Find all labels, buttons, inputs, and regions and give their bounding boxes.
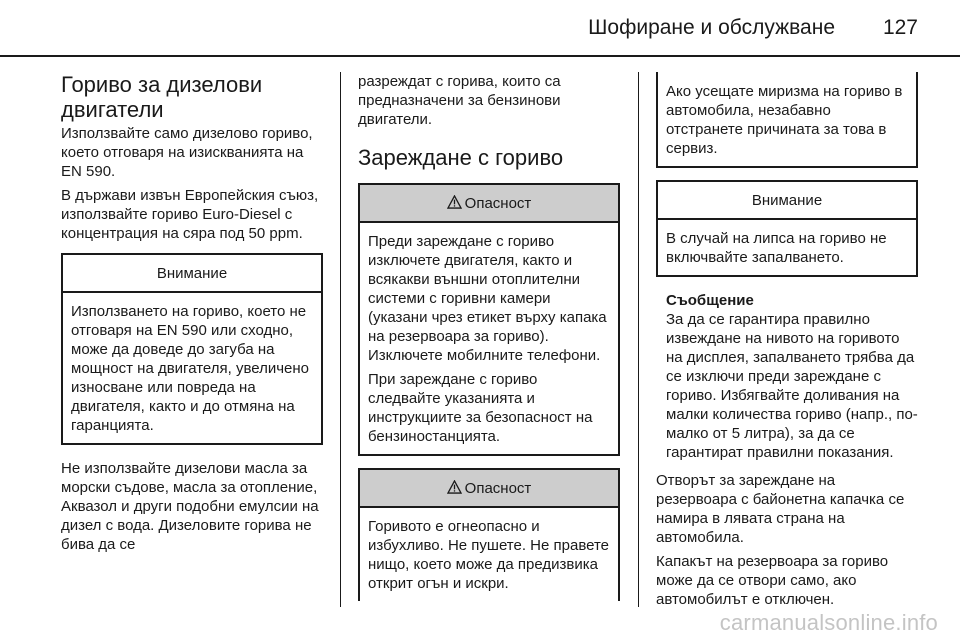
paragraph: Отворът за зареждане на резервоара с байонетна капачка се намира в лявата страна на автомобила. — [656, 472, 905, 546]
danger-box-header — [360, 470, 618, 508]
danger-box — [358, 468, 620, 601]
note-text: За да се гарантира правилно извеждане на нивото на горивото на дисплея, запалването трябва да се изключи преди зареждане с гориво. Избягвайте доливания на малки количества гориво (напр., по-малко от 5 литра), за да се гарантират правилни показания. — [666, 311, 918, 461]
paragraph: Използвайте само дизелово гориво, което отговаря на изискванията на EN 590. — [61, 125, 313, 180]
watermark: carmanualsonline.info — [719, 610, 938, 635]
caution-box-text: Използването на гориво, което не отговаря на EN 590 или сходно, може да доведе до загуба на мощност на двигателя, увеличено износване или повреда на двигателя, както и до отмяна на гаранцията. — [71, 303, 310, 434]
note — [656, 291, 918, 462]
danger-box-title: Опасност — [464, 195, 532, 212]
warning-triangle-icon — [447, 195, 462, 209]
paragraph: Не използвайте дизелови масла за морски съдове, масла за отопление, Аквазол и други подобни емулсии на дизел с вода. Дизеловите горива не бива да се — [61, 460, 319, 553]
column-3 — [656, 72, 918, 614]
running-head-title: Шофиране и обслужване — [588, 16, 835, 39]
caution-box — [656, 180, 918, 277]
column-divider — [340, 72, 341, 607]
column-1 — [61, 72, 323, 559]
danger-box — [358, 183, 620, 456]
caution-box-title: Внимание — [63, 255, 321, 293]
paragraph: В държави извън Европейския съюз, използвайте гориво Euro-Diesel с концентрация на сяра под 50 ppm. — [61, 187, 319, 242]
danger-box-title: Опасност — [464, 480, 532, 497]
section-heading-refuelling: Зареждане с гориво — [358, 145, 564, 170]
caution-box-text: В случай на липса на гориво не включвайте запалването. — [666, 230, 887, 266]
danger-box-text: При зареждане с гориво следвайте указанията и инструкциите за безопасност на бензиностанцията. — [368, 371, 593, 445]
danger-box-text: Горивото е огнеопасно и избухливо. Не пушете. Не правете нищо, което може да предизвика открит огън и искри. — [368, 518, 610, 592]
column-divider — [638, 72, 639, 607]
caution-box — [61, 253, 323, 445]
section-heading-diesel-fuel: Гориво за дизелови двигатели — [61, 72, 263, 122]
column-2 — [358, 72, 620, 611]
paragraph: разреждат с горива, които са предназначени за бензинови двигатели. — [358, 73, 561, 128]
warning-triangle-icon — [447, 480, 462, 494]
danger-box-text: Преди зареждане с гориво изключете двигателя, както и всякакви външни отоплителни системи с горивни камери (указани чрез етикет върху капака на резервоара за гориво). Изключете мобилните телефони. — [368, 233, 607, 364]
page-number: 127 — [882, 16, 918, 39]
danger-box-header — [360, 185, 618, 223]
paragraph: Капакът на резервоара за гориво може да се отвори само, ако автомобилът е отключен. — [656, 553, 889, 608]
danger-box-continued — [656, 72, 918, 168]
caution-box-title: Внимание — [658, 182, 916, 220]
header-rule — [0, 55, 960, 57]
danger-box-text: Ако усещате миризма на гориво в автомобила, незабавно отстранете причината за това в сервиз. — [666, 83, 903, 157]
note-title: Съобщение — [666, 292, 754, 309]
